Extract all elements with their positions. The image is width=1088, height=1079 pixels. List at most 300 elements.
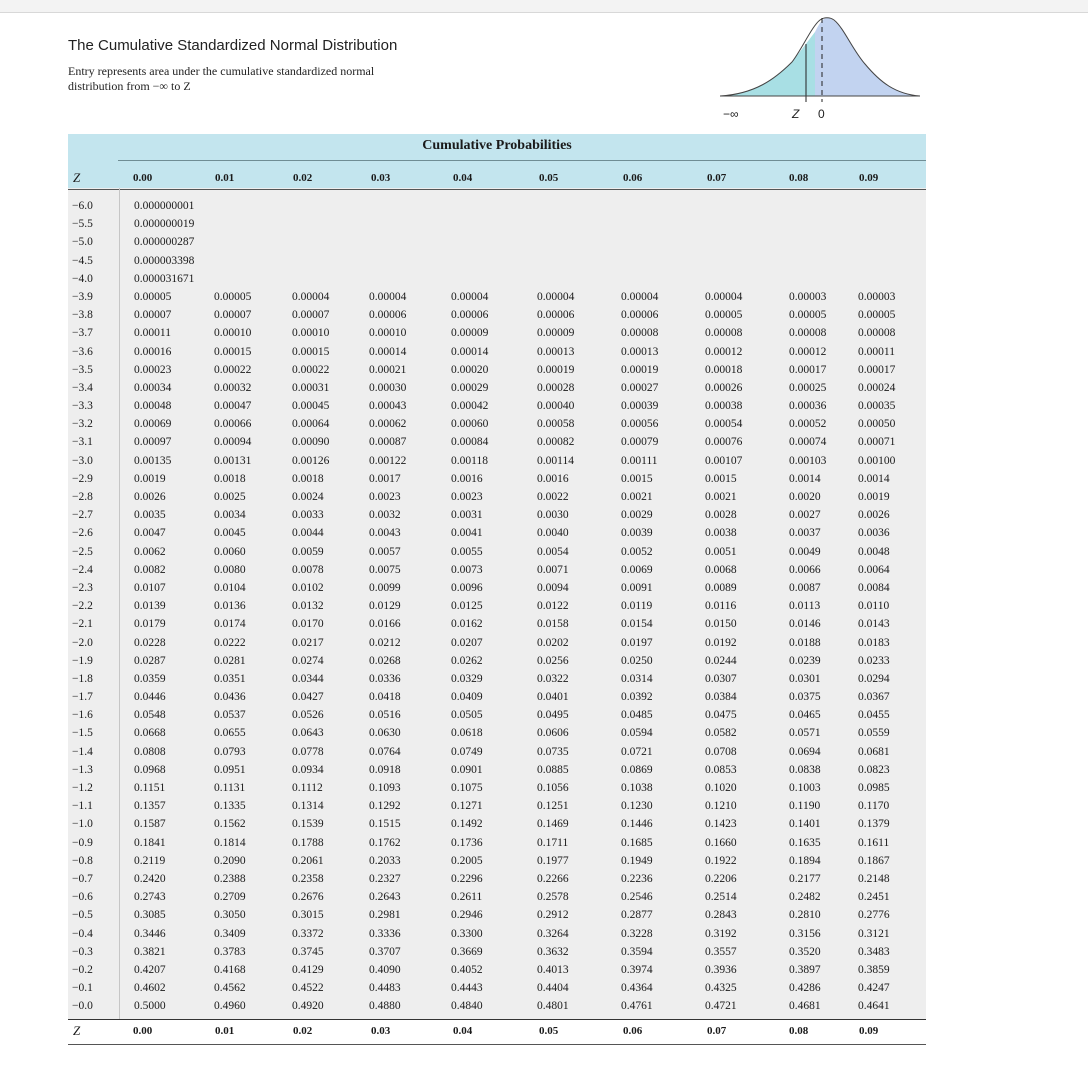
table-cell: 0.0934 [292,763,324,776]
table-row [68,997,926,1015]
table-cell: 0.00012 [789,345,827,358]
table-cell: 0.4364 [621,982,653,995]
table-cell: 0.3632 [537,945,569,958]
table-cell: 0.2358 [292,872,324,885]
table-cell: 0.4404 [537,982,569,995]
table-cell: 0.00090 [292,436,330,449]
table-cell: 0.00079 [621,436,659,449]
table-cell: 0.00056 [621,418,659,431]
table-cell: 0.0055 [451,545,483,558]
table-row [68,670,926,688]
table-cell: 0.0162 [451,618,483,631]
table-cell: 0.0033 [292,509,324,522]
table-cell: 0.3336 [369,927,401,940]
table-cell: 0.0158 [537,618,569,631]
column-footer-0-09: 0.09 [859,1025,879,1037]
column-footer-0-03: 0.03 [371,1025,391,1037]
table-cell: 0.0233 [858,654,890,667]
table-cell: 0.3821 [134,945,166,958]
table-cell: 0.00017 [858,363,896,376]
table-cell: 0.0084 [858,581,890,594]
table-cell: 0.0078 [292,563,324,576]
table-cell: 0.0618 [451,727,483,740]
table-row [68,397,926,415]
table-cell: 0.00032 [214,381,252,394]
table-cell: 0.0019 [858,491,890,503]
table-cell: 0.4247 [858,982,890,995]
z-value: −1.5 [72,727,93,740]
table-cell: 0.3557 [705,945,737,958]
table-cell: 0.00038 [705,400,743,413]
table-row [68,888,926,906]
table-cell: 0.1977 [537,854,569,867]
table-cell: 0.4801 [537,1000,569,1013]
table-cell: 0.00005 [705,309,743,322]
z-value: −6.0 [72,200,93,212]
table-cell: 0.00007 [134,309,172,322]
table-row [68,906,926,924]
z-value: −3.2 [72,418,93,431]
table-cell: 0.0918 [369,763,401,776]
table-cell: 0.3050 [214,909,246,922]
table-row [68,634,926,652]
table-cell: 0.0116 [705,600,737,613]
table-cell: 0.0721 [621,745,653,758]
table-cell: 0.00008 [621,327,659,340]
table-cell: 0.0043 [369,527,401,540]
table-cell: 0.3745 [292,945,324,958]
table-cell: 0.0048 [858,545,890,558]
table-cell: 0.0427 [292,691,324,704]
table-cell: 0.0559 [858,727,890,740]
table-cell: 0.00047 [214,400,252,413]
table-cell: 0.1660 [705,836,737,849]
z-value: −0.7 [72,872,93,885]
z-column-footer: Z [73,1023,81,1038]
table-cell: 0.00012 [705,345,743,358]
table-cell: 0.3192 [705,927,737,940]
table-cell: 0.2005 [451,854,483,867]
table-cell: 0.0099 [369,581,401,594]
table-row [68,834,926,852]
z-value: −1.1 [72,800,93,813]
column-header-row [68,167,926,190]
z-value: −1.3 [72,763,93,776]
table-cell: 0.0655 [214,727,246,740]
table-cell: 0.00005 [789,309,827,322]
table-cell: 0.00107 [705,454,743,467]
table-cell: 0.2451 [858,891,890,904]
table-cell: 0.00010 [292,327,330,340]
z-value: −1.0 [72,818,93,831]
column-footer-0-06: 0.06 [623,1025,643,1037]
table-cell: 0.0166 [369,618,401,631]
table-cell: 0.0023 [451,491,483,503]
z-value: −2.0 [72,636,93,649]
table-cell: 0.1446 [621,818,653,831]
table-cell: 0.2482 [789,891,821,904]
z-value: −1.9 [72,654,93,667]
table-cell: 0.00015 [292,345,330,358]
table-cell: 0.0139 [134,600,166,613]
table-cell: 0.1056 [537,782,569,794]
table-cell: 0.00004 [537,290,575,303]
table-cell: 0.00135 [134,454,172,467]
table-cell: 0.0119 [621,600,653,613]
column-header-0-09: 0.09 [859,172,879,184]
table-cell: 0.00019 [621,363,659,376]
table-cell: 0.00084 [451,436,489,449]
table-cell: 0.2061 [292,854,324,867]
table-cell: 0.4920 [292,1000,324,1013]
table-cell: 0.00022 [214,363,252,376]
table-cell: 0.0548 [134,709,166,722]
column-header-0-03: 0.03 [371,172,391,184]
table-cell: 0.3520 [789,945,821,958]
table-cell: 0.0017 [369,472,401,485]
table-cell: 0.0075 [369,563,401,576]
table-cell: 0.00005 [214,290,252,303]
table-cell: 0.1515 [369,818,401,831]
table-cell: 0.00008 [705,327,743,340]
table-cell: 0.0217 [292,636,324,649]
table-cell: 0.0041 [451,527,483,540]
table-cell: 0.1492 [451,818,483,831]
table-cell: 0.00004 [369,290,407,303]
table-header-title: Cumulative Probabilities [422,138,572,153]
curve-left-area [720,32,815,96]
table-cell: 0.0047 [134,527,166,540]
table-cell: 0.2119 [134,854,166,867]
table-cell: 0.0054 [537,545,569,558]
table-cell: 0.00062 [369,418,407,431]
z-value: −0.2 [72,963,93,976]
z-value: −0.4 [72,927,93,940]
table-cell: 0.1379 [858,818,890,831]
table-cell: 0.2206 [705,872,737,885]
table-cell: 0.4960 [214,1000,246,1013]
table-cell: 0.0985 [858,782,890,794]
table-cell: 0.0024 [292,491,324,503]
table-cell: 0.5000 [134,1000,166,1013]
table-row [68,452,926,470]
window-top-bar [0,0,1088,13]
table-cell: 0.4602 [134,982,166,995]
table-cell: 0.00003 [789,290,827,303]
table-cell: 0.00097 [134,436,172,449]
table-cell: 0.00114 [537,454,574,467]
table-cell: 0.4090 [369,963,401,976]
table-cell: 0.0708 [705,745,737,758]
table-cell: 0.0080 [214,563,246,576]
table-cell: 0.3707 [369,945,401,958]
z-value: −0.9 [72,836,93,849]
table-cell: 0.0307 [705,672,737,685]
table-cell: 0.4013 [537,963,569,976]
page-subtitle: Entry represents area under the cumulative standardized normal distribution from −∞ to Z [68,64,375,93]
table-cell: 0.00008 [858,327,896,340]
table-cell: 0.2981 [369,909,401,922]
table-cell: 0.0122 [537,600,569,613]
table-cell: 0.2643 [369,891,401,904]
z-value: −3.3 [72,400,93,413]
table-cell: 0.00054 [705,418,743,431]
table-row [68,270,926,288]
table-cell: 0.3783 [214,945,246,958]
table-cell: 0.0455 [858,709,890,722]
table-cell: 0.3121 [858,927,890,940]
table-cell: 0.0329 [451,672,483,685]
table-cell: 0.00004 [292,290,330,303]
table-cell: 0.00118 [451,454,488,467]
table-cell: 0.0336 [369,672,401,685]
table-cell: 0.1788 [292,836,324,849]
table-cell: 0.00006 [621,309,659,322]
table-cell: 0.0019 [134,472,166,485]
table-cell: 0.00026 [705,381,743,394]
table-cell: 0.4880 [369,1000,401,1013]
column-footer-0-08: 0.08 [789,1025,809,1037]
z-value: −3.0 [72,454,93,467]
table-cell: 0.1131 [214,782,246,794]
table-cell: 0.0694 [789,745,821,758]
table-cell: 0.0314 [621,672,653,685]
table-cell: 0.1112 [292,782,323,794]
table-cell: 0.00034 [134,381,172,394]
table-cell: 0.00024 [858,381,896,394]
table-cell: 0.00074 [789,436,827,449]
column-footer-0-05: 0.05 [539,1025,559,1037]
table-cell: 0.0778 [292,745,324,758]
table-cell: 0.3372 [292,927,324,940]
table-cell: 0.00016 [134,345,172,358]
table-cell: 0.0749 [451,745,483,758]
z-value: −0.8 [72,854,93,867]
z-value: −2.3 [72,581,93,594]
table-row [68,561,926,579]
table-row [68,506,926,524]
table-row [68,797,926,815]
table-cell: 0.0582 [705,727,737,740]
table-cell: 0.0485 [621,709,653,722]
column-header-0-07: 0.07 [707,172,727,184]
table-row [68,361,926,379]
table-cell: 0.1587 [134,818,166,831]
table-cell: 0.2776 [858,909,890,922]
table-cell: 0.0475 [705,709,737,722]
table-cell: 0.0066 [789,563,821,576]
table-cell: 0.0668 [134,727,166,740]
table-cell: 0.1762 [369,836,401,849]
table-cell: 0.1003 [789,782,821,794]
z-value: −2.8 [72,491,93,503]
table-cell: 0.0681 [858,745,890,758]
table-cell: 0.00006 [537,309,575,322]
table-cell: 0.0044 [292,527,324,540]
z-value: −0.5 [72,909,93,922]
table-cell: 0.0132 [292,600,324,613]
table-cell: 0.1539 [292,818,324,831]
table-cell: 0.00009 [451,327,489,340]
table-cell: 0.0038 [705,527,737,540]
table-cell: 0.0136 [214,600,246,613]
table-cell: 0.0179 [134,618,166,631]
table-cell: 0.0037 [789,527,821,540]
table-cell: 0.0023 [369,491,401,503]
table-cell: 0.0094 [537,581,569,594]
table-cell: 0.1611 [858,836,890,849]
table-cell: 0.00045 [292,400,330,413]
table-cell: 0.0154 [621,618,653,631]
table-row [68,215,926,233]
table-cell: 0.0021 [621,491,653,503]
table-cell: 0.00006 [451,309,489,322]
table-cell: 0.0630 [369,727,401,740]
table-cell: 0.00021 [369,363,407,376]
table-cell: 0.00031 [292,381,330,394]
table-cell: 0.4761 [621,1000,653,1013]
table-cell: 0.0537 [214,709,246,722]
table-cell: 0.0069 [621,563,653,576]
table-cell: 0.00071 [858,436,896,449]
table-cell: 0.3483 [858,945,890,958]
table-cell: 0.0516 [369,709,401,722]
table-cell: 0.1190 [789,800,821,813]
table-cell: 0.0446 [134,691,166,704]
table-cell: 0.1335 [214,800,246,813]
table-cell: 0.0495 [537,709,569,722]
table-cell: 0.0096 [451,581,483,594]
table-cell: 0.00036 [789,400,827,413]
table-cell: 0.0035 [134,509,166,522]
table-cell: 0.00004 [451,290,489,303]
table-cell: 0.0228 [134,636,166,649]
table-row [68,724,926,742]
table-cell: 0.00131 [214,454,252,467]
table-cell: 0.0418 [369,691,401,704]
table-cell: 0.00064 [292,418,330,431]
table-cell: 0.00027 [621,381,659,394]
z-value: −2.6 [72,527,93,540]
table-cell: 0.0015 [621,472,653,485]
column-footer-0-02: 0.02 [293,1025,313,1037]
table-cell: 0.2296 [451,872,483,885]
table-cell: 0.00004 [705,290,743,303]
z-value: −5.5 [72,218,93,231]
table-cell: 0.000031671 [134,272,195,285]
table-cell: 0.1922 [705,854,737,867]
table-cell: 0.4483 [369,982,401,995]
table-cell: 0.0014 [789,472,821,485]
z-value: −3.7 [72,327,93,340]
z-value: −2.4 [72,563,93,576]
table-cell: 0.4325 [705,982,737,995]
table-cell: 0.0091 [621,581,653,594]
table-cell: 0.0968 [134,763,166,776]
table-cell: 0.0409 [451,691,483,704]
table-cell: 0.00004 [621,290,659,303]
table-header-rule [118,160,926,161]
table-cell: 0.0034 [214,509,246,522]
table-cell: 0.00013 [621,345,659,358]
table-cell: 0.00043 [369,400,407,413]
column-header-0-08: 0.08 [789,172,809,184]
table-cell: 0.00023 [134,363,172,376]
table-cell: 0.00009 [537,327,575,340]
table-cell: 0.0735 [537,745,569,758]
table-cell: 0.2266 [537,872,569,885]
table-cell: 0.000003398 [134,254,195,267]
table-row [68,343,926,361]
zero-label: 0 [818,107,825,121]
table-cell: 0.00018 [705,363,743,376]
table-cell: 0.00040 [537,400,575,413]
table-cell: 0.2388 [214,872,246,885]
table-cell: 0.00005 [134,290,172,303]
table-cell: 0.2236 [621,872,653,885]
table-cell: 0.2843 [705,909,737,922]
table-cell: 0.00030 [369,381,407,394]
table-cell: 0.00007 [292,309,330,322]
table-cell: 0.0808 [134,745,166,758]
table-cell: 0.3409 [214,927,246,940]
table-cell: 0.00069 [134,418,172,431]
table-cell: 0.0059 [292,545,324,558]
table-cell: 0.0239 [789,654,821,667]
table-row [68,688,926,706]
table-row [68,524,926,542]
table-cell: 0.3446 [134,927,166,940]
table-row [68,415,926,433]
table-cell: 0.0207 [451,636,483,649]
table-cell: 0.0150 [705,618,737,631]
z-value: −3.9 [72,290,93,303]
table-cell: 0.0287 [134,654,166,667]
table-cell: 0.0087 [789,581,821,594]
table-cell: 0.3669 [451,945,483,958]
table-cell: 0.1401 [789,818,821,831]
table-cell: 0.0606 [537,727,569,740]
table-cell: 0.1271 [451,800,483,813]
table-cell: 0.0057 [369,545,401,558]
table-cell: 0.0051 [705,545,737,558]
table-cell: 0.00029 [451,381,489,394]
table-cell: 0.0885 [537,763,569,776]
table-cell: 0.00014 [369,345,407,358]
table-cell: 0.3300 [451,927,483,940]
table-cell: 0.0014 [858,472,890,485]
table-row [68,306,926,324]
column-header-0-02: 0.02 [293,172,313,184]
table-cell: 0.3015 [292,909,324,922]
table-row [68,870,926,888]
table-cell: 0.1814 [214,836,246,849]
table-row [68,233,926,251]
z-value: −1.2 [72,782,93,794]
table-cell: 0.0016 [451,472,483,485]
table-cell: 0.0594 [621,727,653,740]
table-row [68,925,926,943]
table-row [68,779,926,797]
table-cell: 0.0068 [705,563,737,576]
table-cell: 0.0025 [214,491,246,503]
table-cell: 0.2743 [134,891,166,904]
table-cell: 0.00008 [789,327,827,340]
table-cell: 0.00050 [858,418,896,431]
table-cell: 0.3228 [621,927,653,940]
table-cell: 0.0643 [292,727,324,740]
table-cell: 0.2611 [451,891,483,904]
